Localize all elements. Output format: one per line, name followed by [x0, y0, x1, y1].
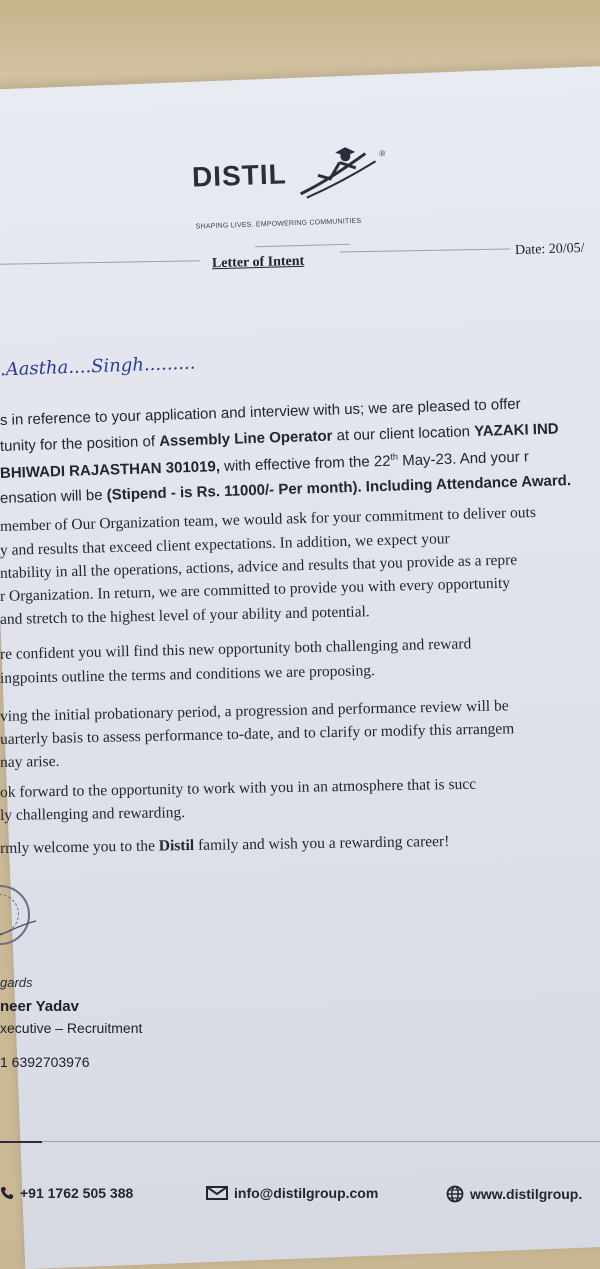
signatory-title: xecutive – Recruitment [0, 1020, 143, 1036]
logo-wordmark: DISTIL [191, 158, 288, 193]
registered-mark: ® [379, 148, 386, 159]
footer-email-text: info@distilgroup.com [234, 1185, 379, 1201]
client-name: YAZAKI IND [473, 420, 559, 441]
footer-phone-text: +91 1762 505 388 [20, 1185, 134, 1201]
text-run: s in reference to your application and interview with us; we are pleased to offer [0, 395, 521, 429]
body-line: nay arise. [0, 752, 60, 771]
footer-rule-left [0, 1141, 42, 1143]
footer-website-text: www.distilgroup. [470, 1186, 583, 1202]
body-line: member of Our Organization team, we would ask for your commitment to deliver outs [0, 503, 537, 535]
text-run: family and wish you a rewarding career! [193, 832, 450, 854]
globe-icon [446, 1185, 464, 1203]
letter-title: Letter of Intent [211, 253, 305, 272]
distil-logo [191, 148, 386, 231]
header-rule-right [340, 249, 510, 253]
mail-icon [206, 1186, 228, 1200]
header-rule-left [0, 260, 200, 264]
text-run: rmly welcome you to the [0, 837, 159, 857]
letter-date: Date: 20/05/ [514, 240, 585, 259]
body-line: re confident you will find this new opportunity both challenging and reward [0, 635, 472, 663]
signatory-phone: 1 6392703976 [0, 1054, 90, 1070]
body-line: ving the initial probationary period, a progression and performance review will be [0, 697, 509, 725]
text-run: at our client location [332, 423, 475, 445]
body-line: ntability in all the operations, actions, advice and results that you provide as a repre [0, 551, 518, 582]
body-line: and stretch to the highest level of your ability and potential. [0, 603, 370, 628]
body-line: ingpoints outline the terms and conditions we are proposing. [0, 662, 376, 687]
text-run: with effective from the 22 [219, 452, 391, 476]
text-run: tunity for the position of [0, 433, 160, 455]
body-line: ly challenging and rewarding. [0, 804, 186, 824]
logo-figure-icon [295, 143, 386, 204]
client-location: BHIWADI RAJASTHAN 301019, [0, 458, 221, 482]
body-line: y and results that exceed client expectations. In addition, we expect your [0, 530, 450, 559]
recipient-name: .Aastha....Singh......... [0, 352, 196, 381]
header-rule-center [255, 244, 350, 247]
text-run: May-23. And your r [397, 448, 530, 470]
date-suffix: th [390, 451, 399, 462]
text-run: ensation will be [0, 486, 107, 507]
signatory-name: neer Yadav [0, 998, 79, 1015]
body-line: r Organization. In return, we are committed to provide you with every opportunity [0, 574, 511, 605]
phone-icon [0, 1186, 14, 1200]
regards-label: gards [0, 975, 33, 990]
footer-phone [0, 1185, 133, 1201]
logo-tagline: SHAPING LIVES. EMPOWERING COMMUNITIES [195, 217, 362, 231]
stipend-amount: (Stipend - is Rs. 11000/- Per month). Including Attendance Award. [106, 472, 572, 504]
signature-stroke [0, 905, 60, 945]
body-line [0, 833, 449, 858]
footer-email [206, 1185, 378, 1201]
job-position: Assembly Line Operator [158, 427, 333, 450]
footer-website [446, 1185, 582, 1203]
footer-rule [42, 1141, 600, 1142]
body-line: ok forward to the opportunity to work with you in an atmosphere that is succ [0, 775, 477, 801]
company-name: Distil [158, 836, 195, 855]
body-line: uarterly basis to assess performance to-date, and to clarify or modify this arrangem [0, 720, 515, 748]
